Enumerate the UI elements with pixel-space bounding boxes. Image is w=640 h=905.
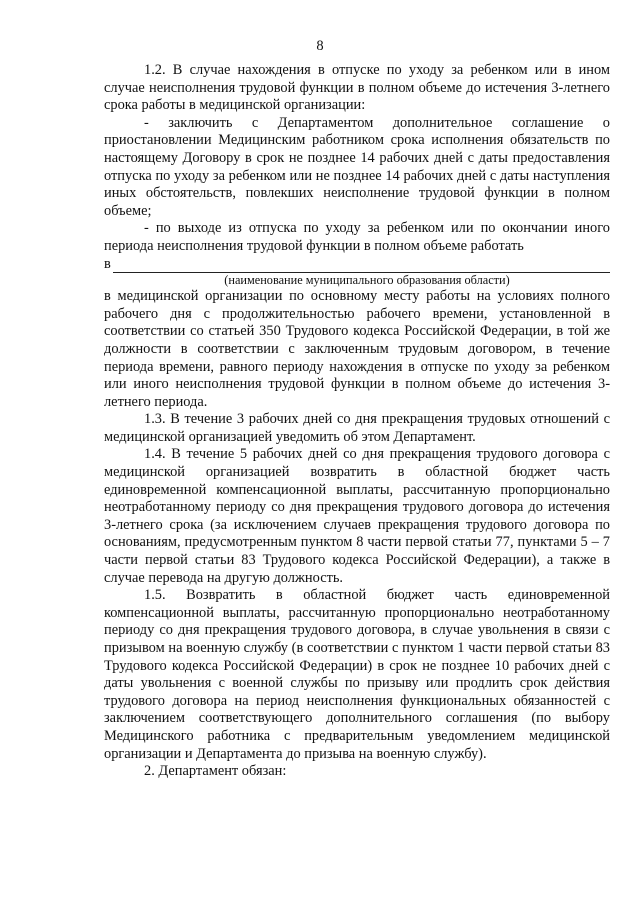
page-number: 8 <box>316 38 324 54</box>
paragraph-return-to-work: - по выходе из отпуска по уходу за ребенком или по окончании иного периода неисполнения трудовой функции в полном объеме работать <box>104 220 610 254</box>
paragraph-conclude-agreement: - заключить с Департаментом дополнительное соглашение о приостановлении Медицинским работником срока исполнения обязательств по настоящему Договору в срок не позднее 14 рабочих дней с даты предоставления отпуска по уходу за ребенком или не позднее 14 рабочих дней с даты наступления иных обстоятельств, повлекших неисполнение трудовой функции в полном объеме; <box>104 114 610 219</box>
paragraph-work-conditions: в медицинской организации по основному месту работы на условиях полного рабочего дня с продолжительностью рабочего времени, установленной в соответствии со статьей 350 Трудового кодекса Российской Федерации, в той же должности в соответствии с заключенным трудовым договором, в течение периода времени, равного периоду нахождения в отпуске по уходу за ребенком или иного неисполнения трудовой функции в полном объеме до истечения 3-летнего периода. <box>104 288 610 410</box>
municipality-caption: (наименование муниципального образования области) <box>224 273 510 288</box>
paragraph-1-4: 1.4. В течение 5 рабочих дней со дня прекращения трудового договора с медицинской организацией возвратить в областной бюджет часть единовременной компенсационной выплаты, рассчитанную пропорционально неотработанному периоду со дня прекращения трудового договора до истечения 3-летнего срока (за исключением случаев прекращения трудового договора по основаниям, предусмотренным пунктом 8 части первой статьи 77, пунктами 5 – 7 части первой статьи 83 Трудового кодекса Российской Федерации), а также в случае перевода на другую должность. <box>104 446 610 586</box>
paragraph-1-5: 1.5. Возвратить в областной бюджет часть единовременной компенсационной выплаты, рассчитанную пропорционально неотработанному периоду со дня прекращения трудового договора, в случае увольнения в связи с призывом на военную службу (в соответствии с пунктом 1 части первой статьи 83 Трудового кодекса Российской Федерации) в срок не позднее 10 рабочих дней с даты увольнения с военной службы по призыву или продлить срок действия трудового договора на период неисполнения функциональных обязанностей с заключением соответствующего дополнительного соглашения (по выбору Медицинского работника с предварительным уведомлением медицинской организации и Департамента до призыва на военную службу). <box>104 587 610 762</box>
municipality-blank-line <box>104 256 610 274</box>
document-body <box>104 62 610 781</box>
blank-prefix: в <box>104 255 111 272</box>
paragraph-1-2: 1.2. В случае нахождения в отпуске по уходу за ребенком или в ином случае неисполнения трудовой функции в полном объеме до истечения 3-летнего срока работы в медицинской организации: <box>104 62 610 114</box>
paragraph-1-3: 1.3. В течение 3 рабочих дней со дня прекращения трудовых отношений с медицинской организацией уведомить об этом Департамент. <box>104 411 610 445</box>
paragraph-2-heading: 2. Департамент обязан: <box>144 763 287 780</box>
blank-underline <box>113 259 610 273</box>
